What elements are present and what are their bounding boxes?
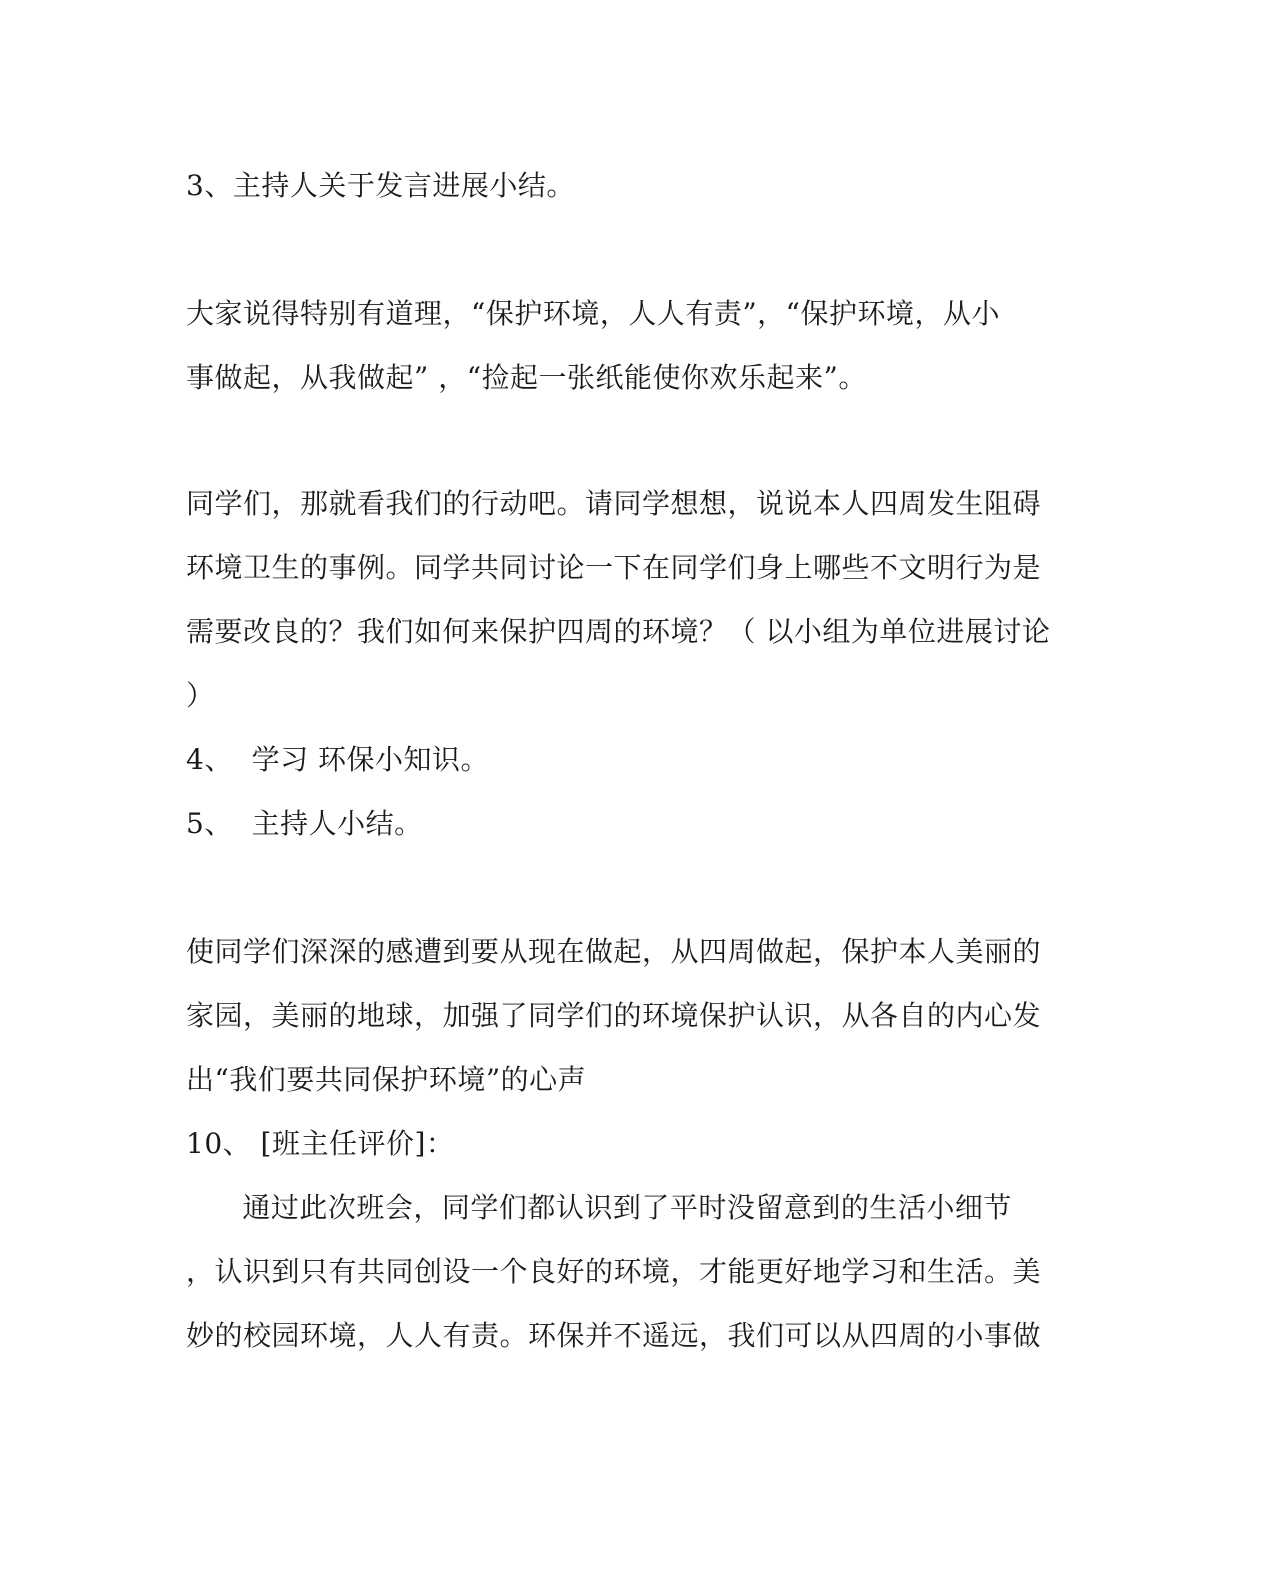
text-line-paragraph-1b: 事做起，从我做起” ，“捡起一张纸能使你欢乐起来”。: [186, 361, 867, 394]
text-line-paragraph-2b: 环境卫生的事例。同学共同讨论一下在同学们身上哪些不文明行为是: [186, 551, 1042, 584]
text-line-item-5: 5、 主持人小结。: [186, 807, 423, 840]
text-line-item-4: 4、 学习 环保小知识。: [186, 743, 490, 776]
text-line-paragraph-3a: 使同学们深深的感遭到要从现在做起，从四周做起，保护本人美丽的: [186, 935, 1042, 968]
text-line-paragraph-1a: 大家说得特别有道理，“保护环境，人人有责”，“保护环境，从小: [186, 297, 1000, 330]
text-line-paragraph-4c: 妙的校园环境，人人有责。环保并不遥远，我们可以从四周的小事做: [186, 1319, 1042, 1352]
text-line-paragraph-2d: ）: [186, 679, 215, 712]
text-line-item-10: 10、 [班主任评价]：: [186, 1127, 455, 1160]
text-line-paragraph-4b: ，认识到只有共同创设一个良好的环境，才能更好地学习和生活。美: [186, 1255, 1042, 1288]
text-line-summary-heading: 3、主持人关于发言进展小结。: [186, 169, 575, 202]
text-line-paragraph-3c: 出“我们要共同保护环境”的心声: [186, 1063, 587, 1096]
text-line-paragraph-2a: 同学们，那就看我们的行动吧。请同学想想，说说本人四周发生阻碍: [186, 487, 1042, 520]
text-line-paragraph-3b: 家园，美丽的地球，加强了同学们的环境保护认识，从各自的内心发: [186, 999, 1042, 1032]
text-line-paragraph-4a: 通过此次班会，同学们都认识到了平时没留意到的生活小细节: [186, 1191, 1012, 1224]
text-line-paragraph-2c: 需要改良的？我们如何来保护四周的环境？（ 以小组为单位进展讨论: [186, 615, 1051, 648]
